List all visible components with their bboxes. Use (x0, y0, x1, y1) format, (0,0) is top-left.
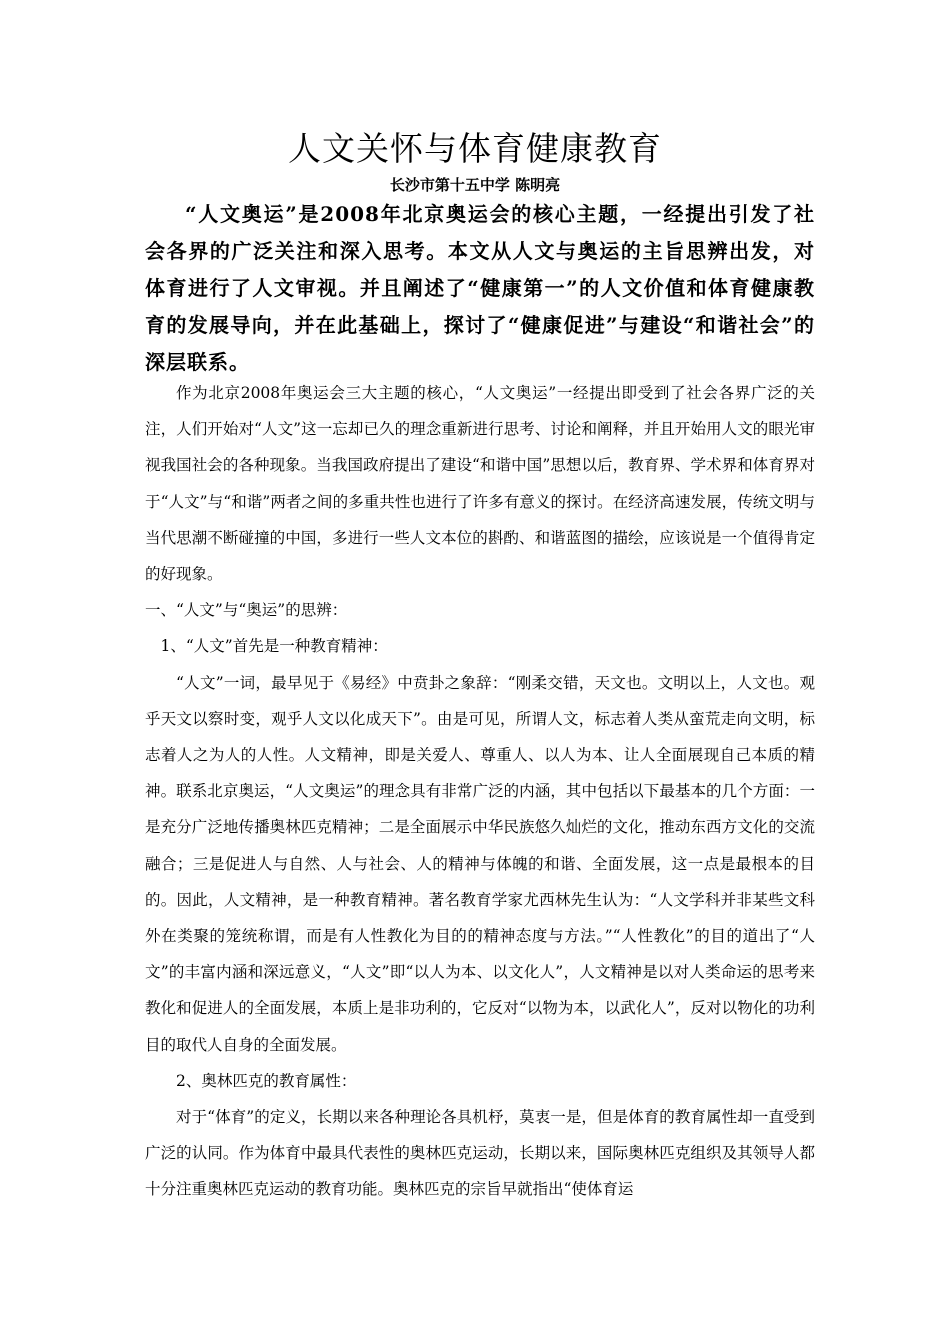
subsection-heading-2: 2、奥林匹克的教育属性： (176, 1071, 357, 1090)
paragraph-2: “人文”一词，最早见于《易经》中贲卦之象辞：“刚柔交错，天文也。文明以上，人文也。观乎天文以察时变，观乎人文以化成天下”。由是可见，所谓人文，标志着人类从蛮荒走向文明，标志着人之为人的人性。人文精神，即是关爱人、尊重人、以人为本、让人全面展现自己本质的精神。联系北京奥运，“人文奥运”的理念具有非常广泛的内涵，其中包括以下最基本的几个方面：一是充分广泛地传播奥林匹克精神；二是全面展示中华民族悠久灿烂的文化，推动东西方文化的交流融合；三是促进人与自然、人与社会、人的精神与体魄的和谐、全面发展，这一点是最根本的目的。因此，人文精神，是一种教育精神。著名教育学家尤西林先生认为：“人文学科并非某些文科外在类聚的笼统称谓，而是有人性教化为目的的精神态度与方法。”“人性教化”的目的道出了“人文”的丰富内涵和深远意义，“人文”即“以人为本、以文化人”，人文精神是以对人类命运的思考来教化和促进人的全面发展，本质上是非功利的，它反对“以物为本，以武化人”，反对以物化的功利目的取代人自身的全面发展。 (145, 673, 815, 1054)
document-title: 人文关怀与体育健康教育 (288, 129, 662, 168)
abstract (145, 196, 815, 381)
author-byline: 长沙市第十五中学 陈明亮 (389, 176, 561, 194)
paragraph-3: 对于“体育”的定义，长期以来各种理论各具机杼，莫衷一是，但是体育的教育属性却一直受到广泛的认同。作为体育中最具代表性的奥林匹克运动，长期以来，国际奥林匹克组织及其领导人都十分注重奥林匹克运动的教育功能。奥林匹克的宗旨早就指出“使体育运 (145, 1108, 815, 1199)
section-heading-1: 一、“人文”与“奥运”的思辨： (145, 601, 348, 620)
abstract-paragraph: “人文奥运”是2008年北京奥运会的核心主题，一经提出引发了社会各界的广泛关注和深入思考。本文从人文与奥运的主旨思辨出发，对体育进行了人文审视。并且阐述了“健康第一”的人文价值和体育健康教育的发展导向，并在此基础上，探讨了“健康促进”与建设“和谐社会”的深层联系。 (145, 202, 815, 374)
body-text (145, 375, 815, 1208)
subsection-heading-1: 1、“人文”首先是一种教育精神： (160, 637, 388, 656)
paragraph-1: 作为北京2008年奥运会三大主题的核心，“人文奥运”一经提出即受到了社会各界广泛的关注，人们开始对“人文”这一忘却已久的理念重新进行思考、讨论和阐释，并且开始用人文的眼光审视我国社会的各种现象。当我国政府提出了建设“和谐中国”思想以后，教育界、学术界和体育界对于“人文”与“和谐”两者之间的多重共性也进行了许多有意义的探讨。在经济高速发展，传统文明与当代思潮不断碰撞的中国，多进行一些人文本位的斟酌、和谐蓝图的描绘，应该说是一个值得肯定的好现象。 (145, 384, 815, 584)
